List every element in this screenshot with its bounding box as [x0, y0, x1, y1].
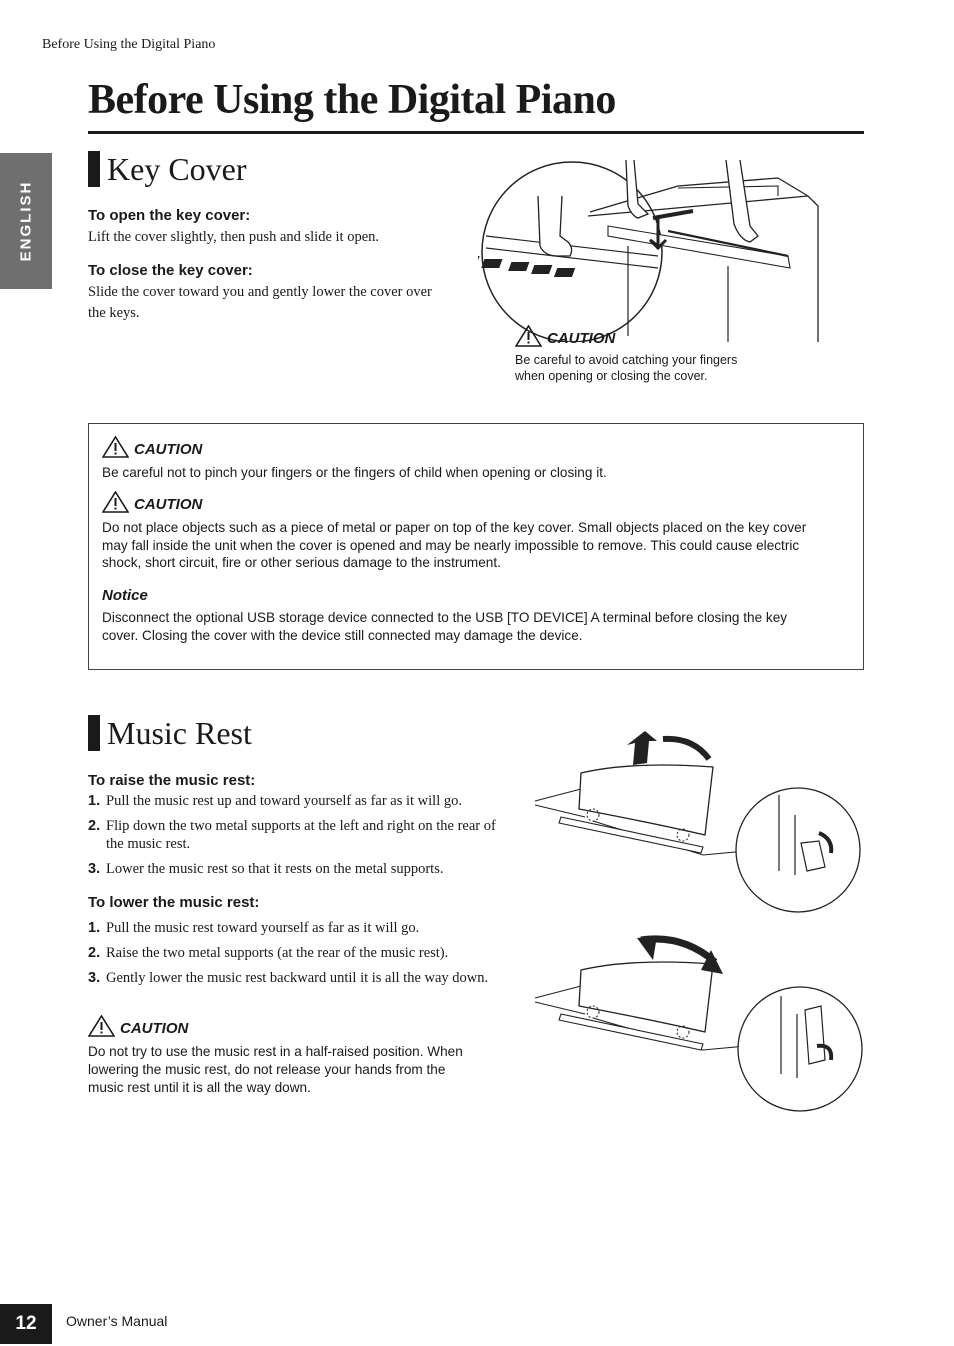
- title-rule: [88, 131, 864, 134]
- raise-step: [88, 817, 500, 853]
- notice-text-1: Disconnect the optional USB storage device connected to the USB [TO DEVICE] A terminal before closing the key: [102, 610, 788, 625]
- music-rest-raise-illustration: [533, 725, 863, 913]
- box-caution-2-text-1: Do not place objects such as a piece of metal or paper on top of the key cover. Small objects placed on the key cover: [102, 520, 807, 535]
- illus-caution-text-1: Be careful to avoid catching your fingers: [515, 353, 738, 367]
- language-tab-label: ENGLISH: [17, 180, 35, 262]
- raise-step: [88, 792, 500, 810]
- raise-steps-list: [88, 792, 500, 885]
- step-number: 3.: [88, 970, 101, 986]
- running-head: Before Using the Digital Piano: [42, 37, 216, 52]
- open-cover-text: Lift the cover slightly, then push and slide it open.: [88, 229, 380, 245]
- music-rest-caution-text-1: Do not try to use the music rest in a half-raised position. When: [88, 1044, 463, 1059]
- illus-caution-label: CAUTION: [547, 330, 616, 347]
- music-rest-caution-text-2: lowering the music rest, do not release your hands from the: [88, 1062, 446, 1077]
- music-rest-caution-label: CAUTION: [120, 1020, 189, 1037]
- step-text: Pull the music rest toward yourself as far as it will go.: [106, 920, 420, 936]
- box-caution-1-label: CAUTION: [134, 441, 203, 458]
- illus-caution-heading: [515, 325, 615, 347]
- box-caution-2-text-2: may fall inside the unit when the cover is opened and may be nearly impossible to remove. This could cause electric: [102, 538, 800, 553]
- page-title: Before Using the Digital Piano: [88, 77, 616, 123]
- music-rest-caution-heading: [88, 1015, 188, 1037]
- step-number: 3.: [88, 861, 101, 877]
- step-number: 2.: [88, 818, 101, 834]
- heading-bar: [88, 151, 100, 187]
- music-rest-caution-text-3: music rest until it is all the way down.: [88, 1080, 311, 1095]
- close-cover-text-1: Slide the cover toward you and gently lower the cover over: [88, 284, 432, 300]
- warning-box: [88, 423, 864, 670]
- lower-rest-subtitle: To lower the music rest:: [88, 894, 260, 911]
- box-caution-1-text: Be careful not to pinch your fingers or the fingers of child when opening or closing it.: [102, 465, 607, 480]
- step-number: 1.: [88, 793, 101, 809]
- step-text: Gently lower the music rest backward until it is all the way down.: [106, 970, 489, 986]
- open-cover-subtitle: To open the key cover:: [88, 207, 251, 224]
- key-cover-title: Key Cover: [107, 150, 247, 187]
- language-tab: [0, 153, 52, 289]
- footer-manual-label: Owner’s Manual: [66, 1313, 168, 1329]
- music-rest-heading: [88, 715, 252, 751]
- raise-rest-subtitle: To raise the music rest:: [88, 772, 256, 789]
- heading-bar: [88, 715, 100, 751]
- step-text: Lower the music rest so that it rests on the metal supports.: [106, 861, 444, 877]
- warning-triangle-icon: [88, 1015, 115, 1037]
- lower-step: [88, 944, 500, 962]
- box-caution-1-heading: [102, 436, 202, 458]
- lower-step: [88, 919, 500, 937]
- box-caution-2-heading: [102, 491, 202, 513]
- box-caution-2-label: CAUTION: [134, 496, 203, 513]
- notice-heading: Notice: [102, 587, 148, 604]
- step-text: Pull the music rest up and toward yourself as far as it will go.: [106, 793, 462, 809]
- close-cover-subtitle: To close the key cover:: [88, 262, 253, 279]
- page-number: 12: [0, 1304, 52, 1344]
- piano-key-cover-illustration: [478, 156, 824, 342]
- music-rest-lower-illustration: [533, 934, 863, 1114]
- step-text: Flip down the two metal supports at the left and right on the rear of the music rest.: [106, 818, 496, 852]
- raise-step: [88, 860, 500, 878]
- close-cover-text-2: the keys.: [88, 305, 140, 321]
- music-rest-title: Music Rest: [107, 714, 252, 751]
- notice-text-2: cover. Closing the cover with the device still connected may damage the device.: [102, 628, 583, 643]
- lower-step: [88, 969, 500, 987]
- lower-steps-list: [88, 919, 500, 994]
- warning-triangle-icon: [102, 491, 129, 513]
- step-text: Raise the two metal supports (at the rear of the music rest).: [106, 945, 449, 961]
- step-number: 1.: [88, 920, 101, 936]
- illus-caution-text-2: when opening or closing the cover.: [515, 369, 708, 383]
- step-number: 2.: [88, 945, 101, 961]
- box-caution-2-text-3: shock, short circuit, fire or other serious damage to the instrument.: [102, 555, 501, 570]
- warning-triangle-icon: [515, 325, 542, 347]
- warning-triangle-icon: [102, 436, 129, 458]
- key-cover-heading: [88, 151, 247, 187]
